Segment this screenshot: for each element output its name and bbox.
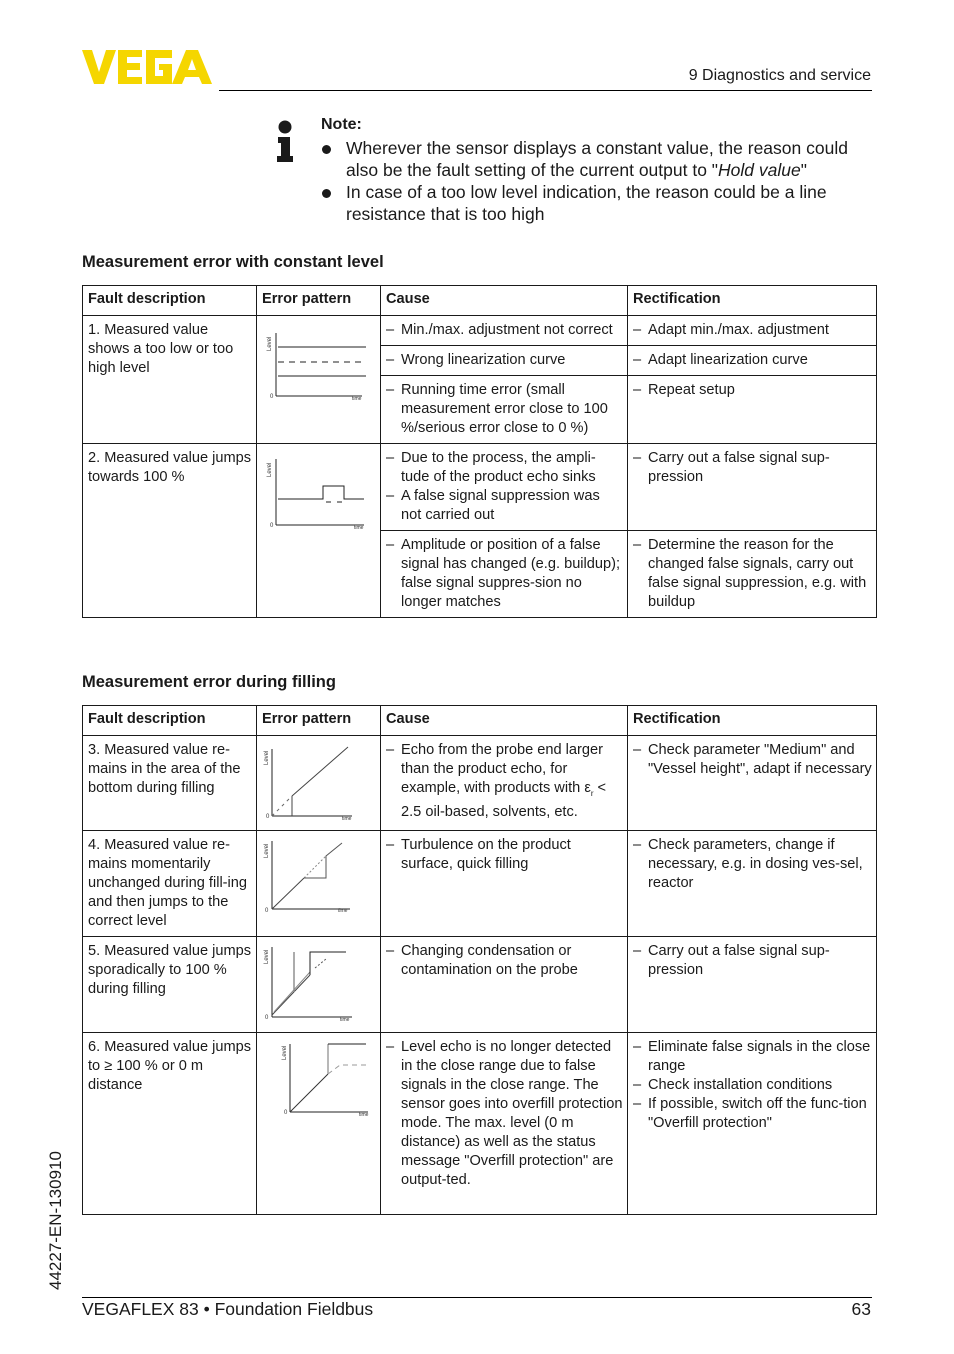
footer-product: VEGAFLEX 83 • Foundation Fieldbus xyxy=(82,1299,374,1319)
column-header: Cause xyxy=(381,286,628,316)
document-code: 44227-EN-130910 xyxy=(46,1151,65,1290)
column-header: Error pattern xyxy=(257,286,381,316)
rectification-cell: – Check parameter "Medium" and "Vessel height", adapt if necessary xyxy=(628,736,877,831)
table-row xyxy=(83,831,877,937)
svg-text:time: time xyxy=(342,816,352,821)
cause-cell: – Level echo is no longer detected in the close range due to false signals in the close range. The sensor goes into overfill protection mode. The max. level (0 m distance) as well as the status message "Overfill protection" are output-ted. xyxy=(381,1033,628,1215)
error-pattern-cell xyxy=(257,316,381,444)
note-box xyxy=(321,114,881,225)
rectification-cell: – Determine the reason for the changed false signals, carry out false signal suppression, e.g. with buildup xyxy=(628,531,877,618)
rectification-cell: – Carry out a false signal sup-pression xyxy=(628,937,877,1033)
svg-text:Level: Level xyxy=(267,462,273,477)
fault-description: 4. Measured value re-mains momentarily unchanged during fill-ing and then jumps to the correct level xyxy=(83,831,257,937)
svg-text:0: 0 xyxy=(284,1110,288,1116)
error-pattern-cell xyxy=(257,736,381,831)
column-header: Cause xyxy=(381,706,628,736)
error-pattern-sporadic-jumps xyxy=(262,942,372,1022)
error-pattern-overfill xyxy=(262,1038,372,1118)
table-row xyxy=(83,1033,877,1215)
error-pattern-momentary-hold xyxy=(262,836,372,916)
cause-cell: – Min./max. adjustment not correct xyxy=(381,316,628,346)
rectification-cell: – Eliminate false signals in the close range – Check installation conditions – If possible, switch off the func-tion "Overfill protection" xyxy=(628,1033,877,1215)
table-row xyxy=(83,444,877,531)
column-header: Fault description xyxy=(83,706,257,736)
column-header: Fault description xyxy=(83,286,257,316)
note-bullet: Wherever the sensor displays a constant value, the reason could also be the fault setting of the current output to "Hold value" xyxy=(321,137,881,181)
vega-logo xyxy=(82,50,212,84)
svg-text:0: 0 xyxy=(265,908,269,914)
note-title: Note: xyxy=(321,116,362,133)
rectification-cell: – Check parameters, change if necessary, e.g. in dosing ves-sel, reactor xyxy=(628,831,877,937)
header-rule xyxy=(219,90,872,91)
svg-text:time: time xyxy=(352,396,362,401)
cause-cell: – Turbulence on the product surface, quick filling xyxy=(381,831,628,937)
error-pattern-cell xyxy=(257,444,381,618)
cause-cell: – Changing condensation or contamination on the probe xyxy=(381,937,628,1033)
fault-description: 3. Measured value re-mains in the area of the bottom during filling xyxy=(83,736,257,831)
svg-text:0: 0 xyxy=(265,1015,269,1021)
svg-text:0: 0 xyxy=(270,394,274,400)
page-number: 63 xyxy=(851,1299,871,1319)
svg-text:Level: Level xyxy=(264,949,270,964)
info-icon xyxy=(275,120,295,162)
table-row xyxy=(83,736,877,831)
table-header-row xyxy=(83,706,877,736)
table-row xyxy=(83,937,877,1033)
svg-text:0: 0 xyxy=(266,814,270,820)
error-pattern-constant-offset xyxy=(262,321,372,401)
table-header-row xyxy=(83,286,877,316)
cause-cell: – Amplitude or position of a false signal has changed (e.g. buildup); false signal suppres-sion no longer matches xyxy=(381,531,628,618)
section-heading: Measurement error during filling xyxy=(82,673,336,691)
cause-cell: – Wrong linearization curve xyxy=(381,346,628,376)
rectification-cell: – Adapt linearization curve xyxy=(628,346,877,376)
svg-text:Level: Level xyxy=(264,843,270,858)
rectification-cell: – Repeat setup xyxy=(628,376,877,444)
constant-level-table xyxy=(82,285,877,618)
cause-cell: – Due to the process, the ampli-tude of the product echo sinks – A false signal suppression was not carried out xyxy=(381,444,628,531)
section-title: 9 Diagnostics and service xyxy=(688,67,871,84)
svg-text:Level: Level xyxy=(264,750,270,765)
error-pattern-cell xyxy=(257,1033,381,1215)
column-header: Rectification xyxy=(628,706,877,736)
rectification-cell: – Adapt min./max. adjustment xyxy=(628,316,877,346)
column-header: Rectification xyxy=(628,286,877,316)
fault-description: 5. Measured value jumps sporadically to 100 % during filling xyxy=(83,937,257,1033)
error-pattern-cell xyxy=(257,831,381,937)
section-heading: Measurement error with constant level xyxy=(82,253,384,271)
svg-text:Level: Level xyxy=(282,1045,288,1060)
fault-description: 2. Measured value jumps towards 100 % xyxy=(83,444,257,618)
rectification-cell: – Carry out a false signal sup-pression xyxy=(628,444,877,531)
svg-text:time: time xyxy=(359,1112,369,1118)
table-row xyxy=(83,316,877,346)
fault-description: 1. Measured value shows a too low or too high level xyxy=(83,316,257,444)
filling-error-table xyxy=(82,705,877,1215)
fault-description: 6. Measured value jumps to ≥ 100 % or 0 m distance xyxy=(83,1033,257,1215)
footer-rule xyxy=(82,1297,872,1298)
svg-text:0: 0 xyxy=(270,523,274,529)
note-bullet: In case of a too low level indication, the reason could be a line resistance that is too high xyxy=(321,181,881,225)
svg-text:time: time xyxy=(338,908,348,914)
svg-text:time: time xyxy=(354,525,364,529)
column-header: Error pattern xyxy=(257,706,381,736)
cause-cell: – Running time error (small measurement error close to 100 %/serious error close to 0 %) xyxy=(381,376,628,444)
svg-text:Level: Level xyxy=(267,336,273,351)
cause-cell: – Echo from the probe end larger than the product echo, for example, with products with $\varepsilon_r < 2.5$ oil-based, solvents, etc. xyxy=(381,736,628,831)
error-pattern-remains-bottom xyxy=(262,741,372,821)
error-pattern-jump-to-100 xyxy=(262,449,372,529)
svg-text:time: time xyxy=(340,1017,350,1022)
error-pattern-cell xyxy=(257,937,381,1033)
